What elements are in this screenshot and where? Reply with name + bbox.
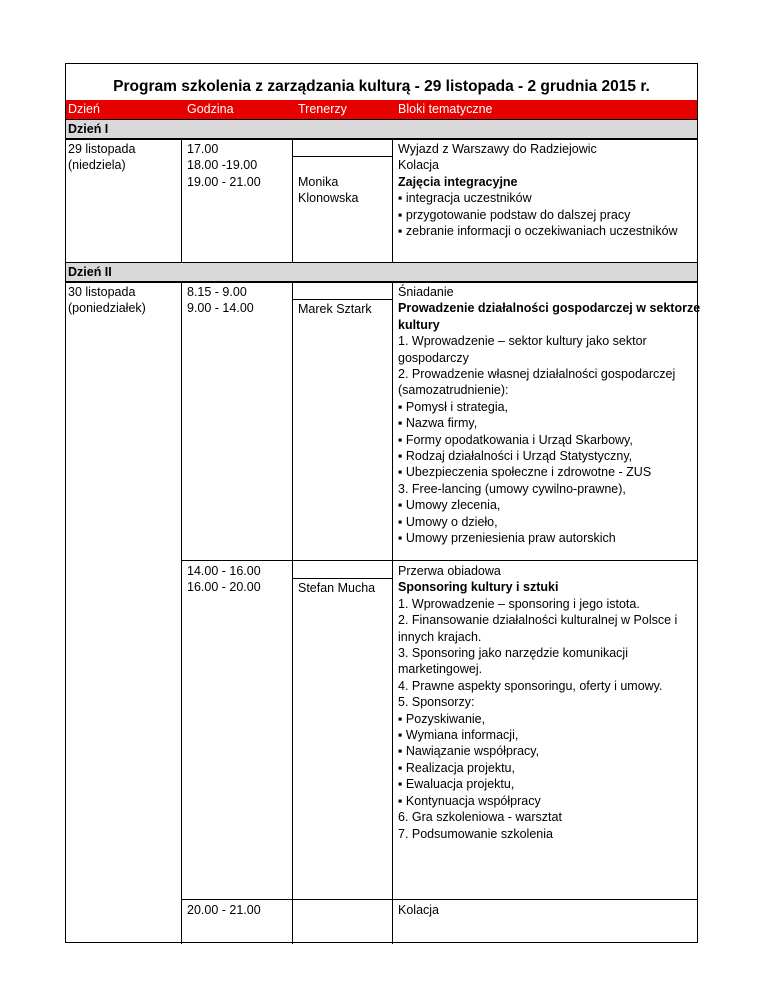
table-header-row (66, 100, 697, 119)
grid-line (181, 560, 697, 561)
grid-line (392, 282, 393, 944)
grid-line (181, 139, 182, 262)
document-title: Program szkolenia z zarządzania kulturą - 29 listopada - 2 grudnia 2015 r. (113, 78, 650, 95)
header-topics: Bloki tematyczne (398, 102, 493, 116)
day-band-2 (66, 262, 697, 282)
day2-block3-topic: Kolacja (398, 903, 439, 917)
day1-topic-heading: Zajęcia integracyjne (398, 174, 518, 189)
schedule-document (65, 63, 701, 943)
day1-trainer: Monika Klonowska (298, 175, 359, 206)
day2-block2-trainer: Stefan Mucha (298, 581, 376, 595)
header-hour: Godzina (187, 102, 234, 116)
header-trainers: Trenerzy (298, 102, 347, 116)
grid-line (292, 139, 293, 262)
grid-line (66, 282, 697, 283)
day-label-2: Dzień II (68, 265, 112, 279)
grid-line (181, 899, 697, 900)
grid-line (292, 156, 392, 157)
day2-block3-hours: 20.00 - 21.00 (187, 903, 261, 917)
day2-block2-topics: Przerwa obiadowa Sponsoring kultury i sztuki 1. Wprowadzenie – sponsoring i jego istota. 2. Finansowanie działalności kulturalnej w Polsce i innych krajach. 3. Sponsoring jako narzędzie komunikacji marketingowej. 4. Prawne aspekty sponsoringu, oferty i umowy. 5. Sponsorzy: ▪ Pozyskiwanie, ▪ Wymiana informacji, ▪ Nawiązanie współpracy, ▪ Realizacja projektu, ▪ Ewaluacja projektu, ▪ Kontynuacja współpracy 6. Gra szkoleniowa - warsztat 7. Podsumowanie szkolenia (398, 564, 678, 841)
day2-block1-topics: Śniadanie Prowadzenie działalności gospodarczej w sektorze kultury 1. Wprowadzenie – sektor kultury jako sektor gospodarczy 2. Prowadzenie własnej działalności gospodarczej (samozatrudnienie): ▪ Pomysł i strategia, ▪ Nazwa firmy, ▪ Formy opodatkowania i Urząd Skarbowy, ▪ Rodzaj działalności i Urząd Statystyczny, ▪ Ubezpieczenia społeczne i zdrowotne - ZUS 3. Free-lancing (umowy cywilno-prawne), ▪ Umowy zlecenia, ▪ Umowy o dzieło, ▪ Umowy przeniesienia praw autorskich (398, 285, 701, 546)
header-day: Dzień (68, 102, 100, 116)
grid-line (66, 139, 697, 140)
day2-block2-hours: 14.00 - 16.00 16.00 - 20.00 (187, 564, 261, 595)
day2-date: 30 listopada (poniedziałek) (68, 285, 146, 316)
day2-block1-hours: 8.15 - 9.00 9.00 - 14.00 (187, 285, 254, 316)
day1-topics: Wyjazd z Warszawy do Radziejowic Kolacja Zajęcia integracyjne ▪ integracja uczestników ▪ przygotowanie podstaw do dalszej pracy ▪ zebranie informacji o oczekiwaniach uczestników (398, 142, 678, 239)
grid-line (392, 139, 393, 262)
grid-line (181, 282, 182, 944)
day-label-1: Dzień I (68, 122, 109, 136)
day1-hours: 17.00 18.00 -19.00 19.00 - 21.00 (187, 142, 261, 189)
grid-line (292, 578, 392, 579)
day1-date: 29 listopada (niedziela) (68, 142, 136, 173)
grid-line (292, 282, 293, 944)
grid-line (292, 299, 392, 300)
day2-block1-trainer: Marek Sztark (298, 302, 372, 316)
day-band-1 (66, 119, 697, 139)
